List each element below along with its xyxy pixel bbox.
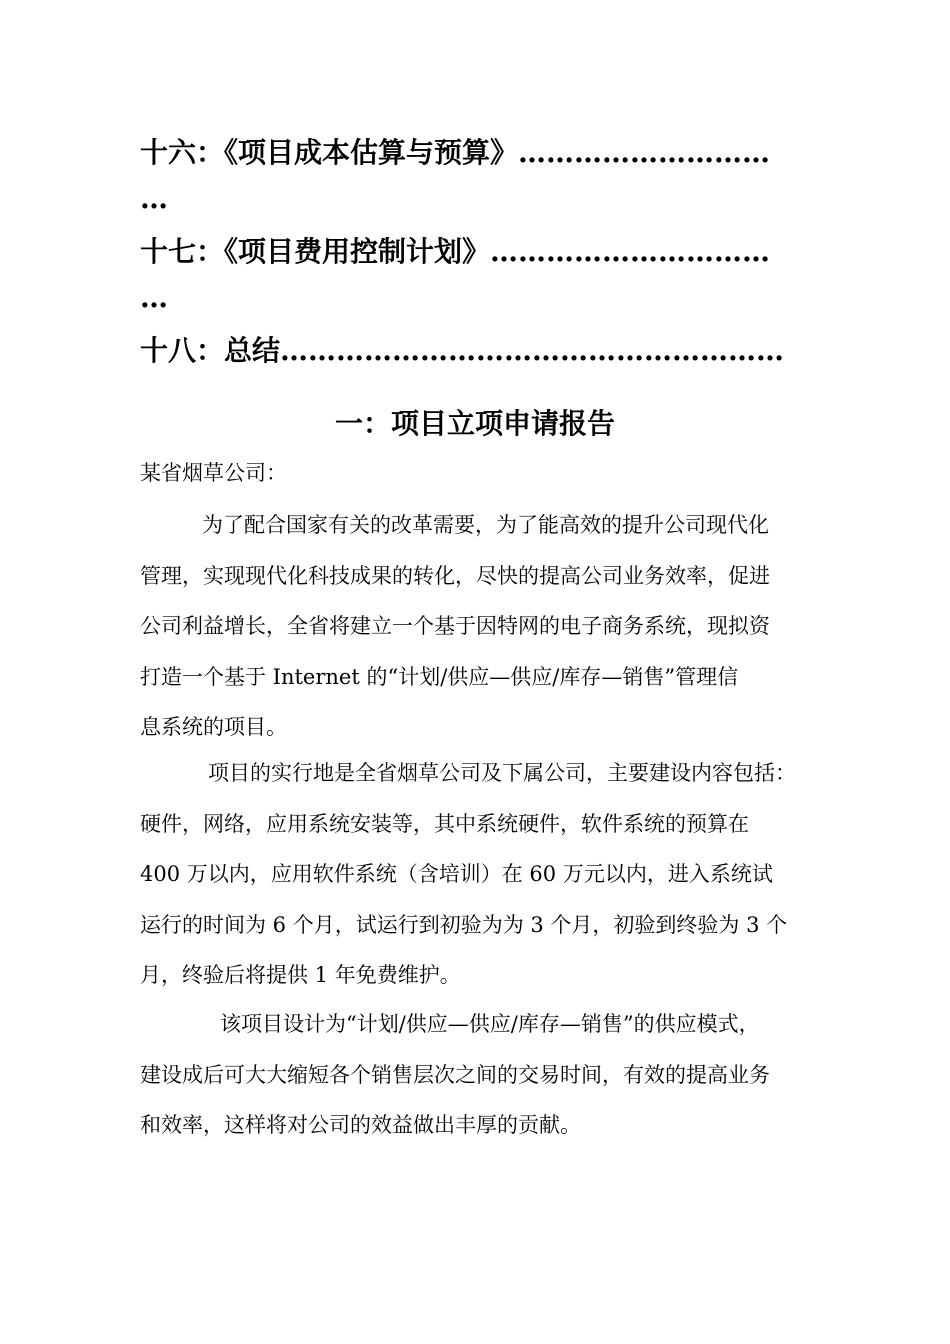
paragraph-line: 公司利益增长，全省将建立一个基于因特网的电子商务系统，现拟资 (140, 614, 770, 638)
toc-entry-title: 十七：《项目费用控制计划》 (140, 235, 491, 268)
toc-entry-title: 十八：总结 (140, 334, 281, 367)
paragraph-line: 项目的实行地是全省烟草公司及下属公司，主要建设内容包括： (208, 761, 796, 785)
toc-leader-dots: ………………………… (490, 235, 771, 268)
toc-entry-17[interactable] (140, 235, 820, 269)
paragraph-line: 息系统的项目。 (140, 715, 287, 739)
paragraph-2 (140, 748, 830, 1001)
toc-leader-dots: ……………………………………………… (280, 334, 785, 367)
paragraph-line: 硬件，网络，应用系统安装等，其中系统硬件，软件系统的预算在 (140, 811, 749, 836)
paragraph-line: 管理，实现现代化科技成果的转化，尽快的提高公司业务效率，促进 (140, 563, 770, 588)
paragraph-line: 和效率，这样将对公司的效益做出丰厚的贡献。 (140, 1113, 581, 1137)
paragraph-line: 打造一个基于 Internet 的“计划/供应—供应/库存—销售”管理信 (140, 664, 739, 689)
toc-leader-dots: … (140, 182, 168, 215)
paragraph-line: 该项目设计为“计划/供应—供应/库存—销售”的供应模式， (220, 1012, 760, 1036)
paragraph-line: 为了配合国家有关的改革需要，为了能高效的提升公司现代化 (202, 513, 769, 537)
section-title: 一：项目立项申请报告 (334, 407, 615, 440)
paragraph-line: 400 万以内，应用软件系统（含培训）在 60 万元以内，进入系统试 (140, 862, 773, 886)
paragraph-3 (140, 999, 830, 1151)
toc-entry-17-wrap (140, 281, 820, 315)
paragraph-line: 运行的时间为 6 个月，试运行到初验为为 3 个月，初验到终验为 3 个 (140, 912, 788, 937)
toc-entry-16-wrap (140, 182, 820, 216)
toc-leader-dots: … (140, 281, 168, 314)
toc-entry-title: 十六：《项目成本估算与预算》 (140, 136, 519, 169)
paragraph-line: 月，终验后将提供 1 年免费维护。 (140, 963, 461, 987)
salutation: 某省烟草公司： (140, 461, 287, 485)
paragraph-line: 建设成后可大大缩短各个销售层次之间的交易时间，有效的提高业务 (140, 1062, 770, 1087)
toc-entry-18[interactable] (140, 334, 820, 368)
paragraph-1 (140, 500, 830, 753)
toc-leader-dots: ……………………… (518, 136, 771, 169)
toc-entry-16[interactable] (140, 136, 820, 170)
